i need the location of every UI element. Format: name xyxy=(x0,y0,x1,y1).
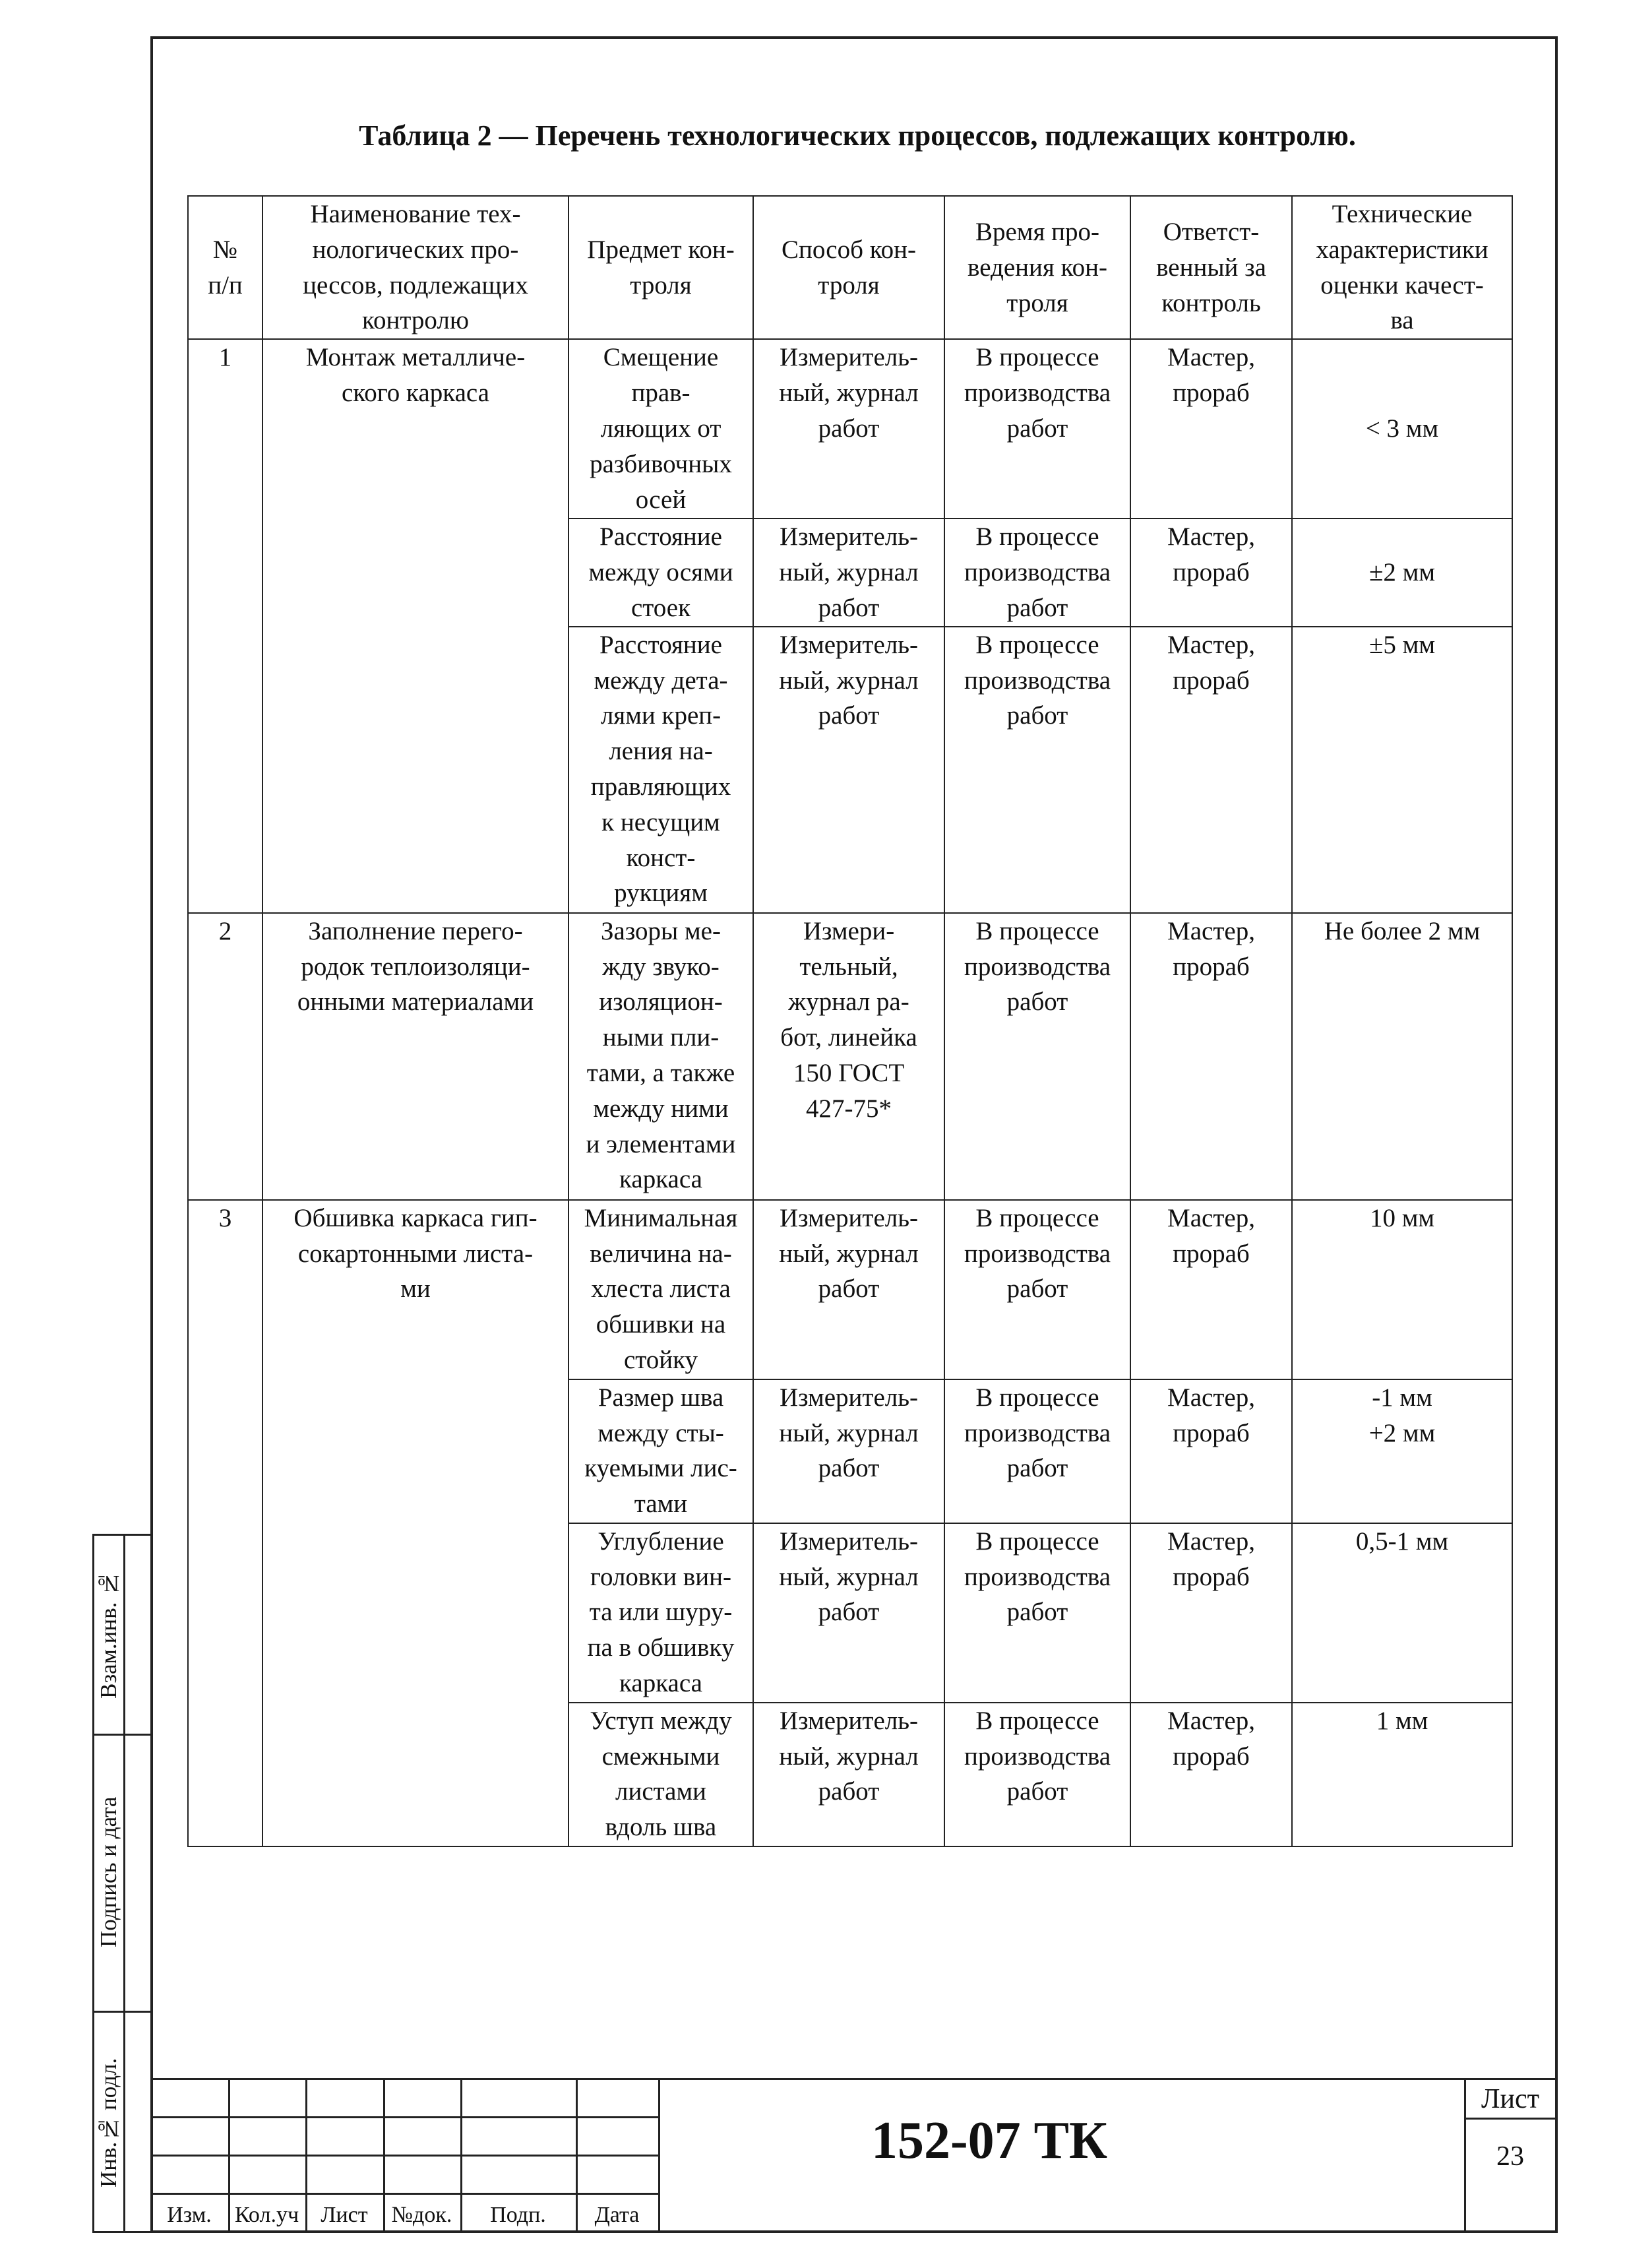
header-tech: Технические характеристики оценки качест- ва xyxy=(1292,196,1512,339)
header-process: Наименование тех- нологических про- цессов, подлежащих контролю xyxy=(262,196,568,339)
control-subject: Смещение прав- ляющих от разбивочных осей xyxy=(568,339,753,519)
stamp-label-signature: Подп. xyxy=(490,2203,546,2227)
control-time: В процессе производства работ xyxy=(944,1379,1130,1523)
tech-characteristic: 10 мм xyxy=(1292,1200,1512,1379)
process-name: Монтаж металличе- ского каркаса xyxy=(262,339,568,912)
stamp-label-sheet: Лист xyxy=(321,2203,368,2227)
control-time: В процессе производства работ xyxy=(944,519,1130,626)
sheet-label: Лист xyxy=(1481,2084,1539,2114)
stamp-label-quantity: Кол.уч xyxy=(234,2203,299,2227)
stamp-line xyxy=(1464,2118,1558,2120)
tech-characteristic: ±2 мм xyxy=(1292,519,1512,626)
tech-characteristic: -1 мм +2 мм xyxy=(1292,1379,1512,1523)
control-subject: Уступ между смежными листами вдоль шва xyxy=(568,1703,753,1846)
control-subject: Углубление головки вин- та или шуру- па в обшивку каркаса xyxy=(568,1523,753,1703)
row-number: 1 xyxy=(188,339,262,912)
control-time: В процессе производства работ xyxy=(944,1200,1130,1379)
tech-characteristic: Не более 2 мм xyxy=(1292,913,1512,1200)
side-stamp xyxy=(92,1534,150,2233)
table-row xyxy=(188,339,1512,519)
responsible: Мастер, прораб xyxy=(1130,1523,1292,1703)
control-method: Измеритель- ный, журнал работ xyxy=(753,1200,944,1379)
control-method: Измеритель- ный, журнал работ xyxy=(753,1703,944,1846)
side-label-signature-date: Подпись и дата xyxy=(96,1796,121,1948)
control-method: Измеритель- ный, журнал работ xyxy=(753,339,944,519)
side-label-replacement-inv: Взам.инв. № xyxy=(96,1570,121,1699)
tech-characteristic: < 3 мм xyxy=(1292,339,1512,519)
process-name: Обшивка каркаса гип- сокартонными листа- ми xyxy=(262,1200,568,1846)
stamp-label-date: Дата xyxy=(594,2203,640,2227)
stamp-line xyxy=(150,2155,658,2157)
stamp-line xyxy=(150,2193,658,2195)
control-method: Измеритель- ный, журнал работ xyxy=(753,627,944,913)
header-row xyxy=(188,196,1512,339)
control-method: Измери- тельный, журнал ра- бот, линейка 150 ГОСТ 427-75* xyxy=(753,913,944,1200)
header-number: № п/п xyxy=(188,196,262,339)
control-subject: Минимальная величина на- хлеста листа обшивки на стойку xyxy=(568,1200,753,1379)
document-code: 152-07 ТК xyxy=(871,2112,1107,2170)
table-row xyxy=(188,913,1512,1200)
responsible: Мастер, прораб xyxy=(1130,1200,1292,1379)
control-method: Измеритель- ный, журнал работ xyxy=(753,1379,944,1523)
tech-characteristic: 1 мм xyxy=(1292,1703,1512,1846)
responsible: Мастер, прораб xyxy=(1130,519,1292,626)
header-method: Способ кон- троля xyxy=(753,196,944,339)
control-method: Измеритель- ный, журнал работ xyxy=(753,1523,944,1703)
table-row xyxy=(188,1200,1512,1379)
control-subject: Расстояние между осями стоек xyxy=(568,519,753,626)
control-time: В процессе производства работ xyxy=(944,913,1130,1200)
stamp-line xyxy=(150,2116,658,2118)
tech-characteristic: 0,5-1 мм xyxy=(1292,1523,1512,1703)
stamp-line xyxy=(150,2078,1558,2080)
control-subject: Размер шва между сты- куемыми лис- тами xyxy=(568,1379,753,1523)
row-number: 3 xyxy=(188,1200,262,1846)
control-time: В процессе производства работ xyxy=(944,627,1130,913)
control-time: В процессе производства работ xyxy=(944,1523,1130,1703)
responsible: Мастер, прораб xyxy=(1130,339,1292,519)
stamp-label-change: Изм. xyxy=(167,2203,212,2227)
side-label-original-inv: Инв.№ подл. xyxy=(96,2058,121,2188)
row-number: 2 xyxy=(188,913,262,1200)
responsible: Мастер, прораб xyxy=(1130,913,1292,1200)
responsible: Мастер, прораб xyxy=(1130,627,1292,913)
header-subject: Предмет кон- троля xyxy=(568,196,753,339)
stamp-label-doc-number: №док. xyxy=(391,2203,452,2227)
responsible: Мастер, прораб xyxy=(1130,1379,1292,1523)
side-stamp-divider xyxy=(123,1536,125,2231)
control-method: Измеритель- ный, журнал работ xyxy=(753,519,944,626)
header-responsible: Ответст- венный за контроль xyxy=(1130,196,1292,339)
control-time: В процессе производства работ xyxy=(944,339,1130,519)
responsible: Мастер, прораб xyxy=(1130,1703,1292,1846)
control-subject: Зазоры ме- жду звуко- изоляцион- ными пли- тами, а также между ними и элементами каркаса xyxy=(568,913,753,1200)
tech-characteristic: ±5 мм xyxy=(1292,627,1512,913)
control-time: В процессе производства работ xyxy=(944,1703,1130,1846)
header-time: Время про- ведения кон- троля xyxy=(944,196,1130,339)
sheet-number: 23 xyxy=(1496,2141,1524,2172)
process-name: Заполнение перего- родок теплоизоляци- онными материалами xyxy=(262,913,568,1200)
table-title: Таблица 2 — Перечень технологических процессов, подлежащих контролю. xyxy=(359,119,1356,152)
control-subject: Расстояние между дета- лями креп- ления на- правляющих к несущим конст- рукциям xyxy=(568,627,753,913)
control-table xyxy=(187,195,1513,1847)
